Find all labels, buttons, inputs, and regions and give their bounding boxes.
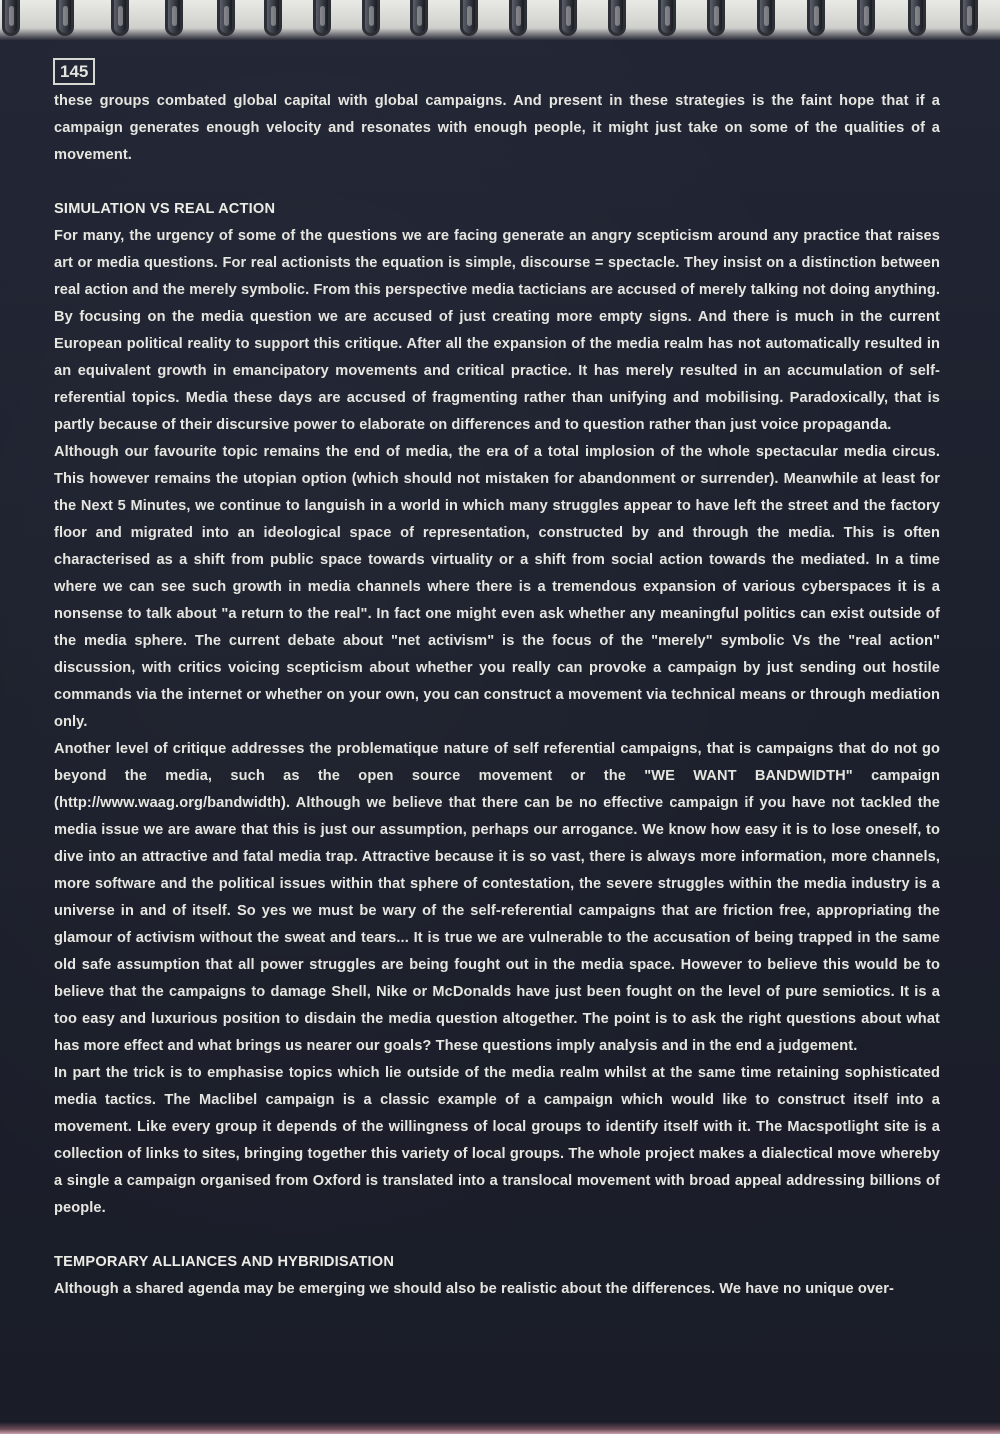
binding-ring-icon: [960, 0, 978, 36]
paragraph: For many, the urgency of some of the questions we are facing generate an angry scepticism around any practice that raises art or media questions. For real actionists the equation is simple, discourse = spectacle. They insist on a distinction between real action and the merely symbolic. From this perspective media tacticians are accused of merely talking not doing anything. By focusing on the media question we are accused of just creating more empty signs. And there is much in the current European political reality to support this critique. After all the expansion of the media realm has not automatically resulted in an equivalent growth in emancipatory movements and critical practice. It has merely resulted in an accumulation of self-referential topics. Media these days are accused of fragmenting rather than unifying and mobilising. Paradoxically, that is partly because of their discursive power to elaborate on differences and to question rather than just voice propaganda.: [54, 228, 940, 433]
paragraph: Another level of critique addresses the problematique nature of self referential campaigns, that is campaigns that do not go beyond the media, such as the open source movement or the "WE WANT BANDWIDTH" campaign (http://www.waag.org/bandwidth). Although we believe that there can be no effective campaign if you have not tackled the media issue we are aware that this is just our assumption, perhaps our arrogance. We know how easy it is to lose oneself, to dive into an attractive and fatal media trap. Attractive because it is so vast, there is always more information, more channels, more software and the political issues within that sphere of contestation, the severe struggles within the media industry is a universe in and of itself. So yes we must be wary of the self-referential campaigns that are friction free, appropriating the glamour of activism without the sweat and tears... It is true we are vulnerable to the accusation of being trapped in the same old safe assumption that all power struggles are being fought out in the media space. However to believe this would be to believe that the campaigns to damage Shell, Nike or McDonalds have just been fought on the level of pure semiotics. It is a too easy and luxurious position to disdain the media question altogether. The point is to ask the right questions about what has more effect and what brings us nearer our goals? These questions imply analysis and in the end a judgement.: [54, 741, 940, 1054]
binding-ring-icon: [264, 0, 282, 36]
page-number: 145: [53, 58, 95, 85]
paragraph: Although a shared agenda may be emerging we should also be realistic about the differences. We have no unique over-: [54, 1281, 895, 1297]
page-bottom-edge: [0, 1422, 1000, 1434]
section-heading: TEMPORARY ALLIANCES AND HYBRIDISATION: [54, 1254, 395, 1270]
binding-ring-icon: [857, 0, 875, 36]
spiral-binding: [0, 0, 1000, 40]
section-heading: SIMULATION VS REAL ACTION: [54, 201, 276, 217]
binding-ring-icon: [410, 0, 428, 36]
binding-ring-icon: [707, 0, 725, 36]
binding-ring-icon: [608, 0, 626, 36]
binding-ring-icon: [217, 0, 235, 36]
intro-paragraph: these groups combated global capital with global campaigns. And present in these strategies is the faint hope that if a campaign generates enough velocity and resonates with enough people, it might just take on some of the qualities of a movement.: [54, 93, 940, 163]
body-text: [54, 88, 940, 1303]
binding-ring-icon: [2, 0, 20, 36]
binding-ring-icon: [111, 0, 129, 36]
binding-ring-icon: [509, 0, 527, 36]
binding-ring-icon: [460, 0, 478, 36]
binding-ring-icon: [559, 0, 577, 36]
binding-ring-icon: [807, 0, 825, 36]
binding-ring-icon: [56, 0, 74, 36]
binding-ring-icon: [313, 0, 331, 36]
binding-ring-icon: [165, 0, 183, 36]
spacer: [54, 169, 940, 196]
binding-ring-icon: [757, 0, 775, 36]
binding-ring-icon: [908, 0, 926, 36]
binding-ring-icon: [362, 0, 380, 36]
binding-ring-icon: [658, 0, 676, 36]
paragraph: Although our favourite topic remains the end of media, the era of a total implosion of the whole spectacular media circus. This however remains the utopian option (which should not mistaken for abandonment or surrender). Meanwhile at least for the Next 5 Minutes, we continue to languish in a world in which many struggles appear to have left the street and the factory floor and migrated into an ideological space of representation, constructed by and through the media. This is often characterised as a shift from public space towards virtuality or a shift from social action towards the mediated. In a time where we can see such growth in media channels where there is a tremendous expansion of various cyberspaces it is a nonsense to talk about "a return to the real". In fact one might even ask whether any meaningful politics can exist outside of the media sphere. The current debate about "net activism" is the focus of the "merely" symbolic Vs the "real action" discussion, with critics voicing scepticism about whether you really can provoke a campaign by just sending out hostile commands via the internet or whether on your own, you can construct a movement via technical means or through mediation only.: [54, 444, 940, 730]
spacer: [54, 1222, 940, 1249]
paragraph: In part the trick is to emphasise topics which lie outside of the media realm whilst at the same time retaining sophisticated media tactics. The Maclibel campaign is a classic example of a campaign which would like to construct itself into a movement. Like every group it depends of the willingness of local groups to identify itself with it. The Macspotlight site is a collection of links to sites, bringing together this variety of local groups. The whole project makes a dialectical move whereby a single a campaign organised from Oxford is translated into a translocal movement with broad appeal addressing billions of people.: [54, 1065, 940, 1216]
